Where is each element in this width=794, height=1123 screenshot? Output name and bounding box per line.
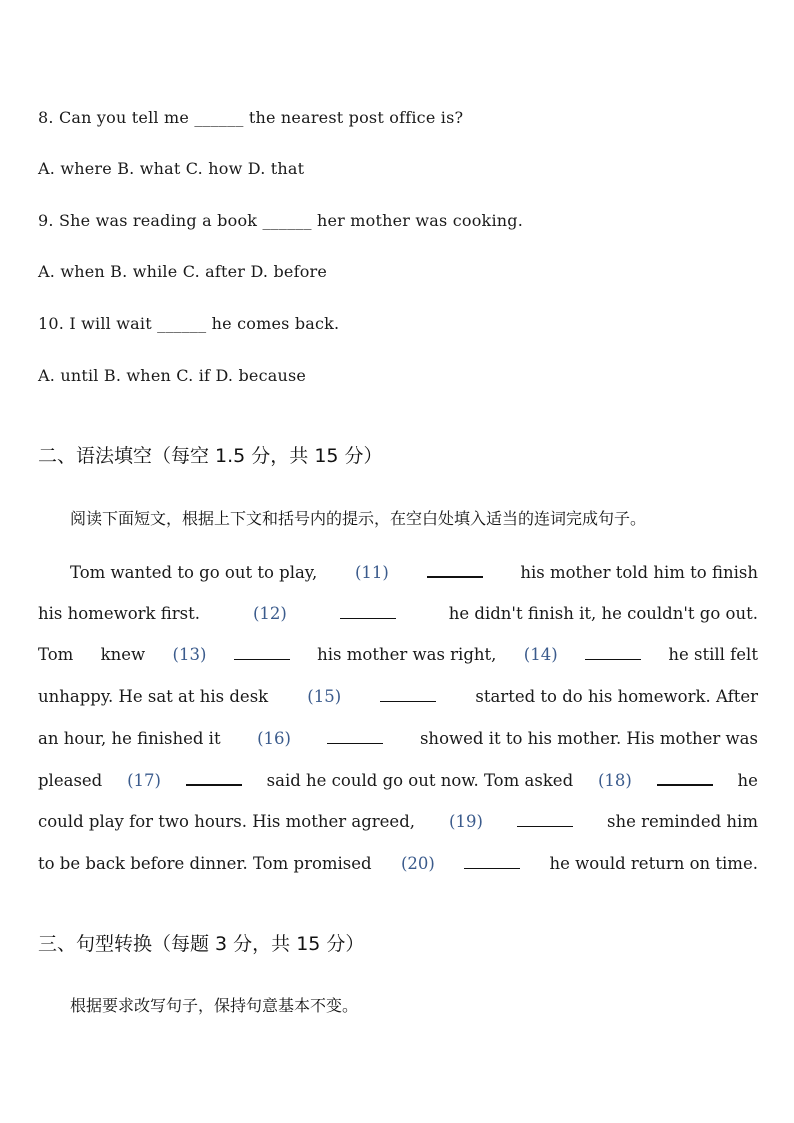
passage-text: his homework first. bbox=[38, 603, 201, 623]
question-9-options: A. when B. while C. after D. before bbox=[38, 262, 328, 281]
passage-line bbox=[38, 641, 758, 683]
blank-18[interactable] bbox=[657, 766, 713, 786]
blank-number: (14) bbox=[523, 645, 558, 665]
passage-line bbox=[38, 725, 758, 767]
blank-20[interactable] bbox=[464, 850, 520, 869]
passage-line bbox=[38, 600, 758, 642]
blank-12[interactable] bbox=[340, 600, 396, 619]
passage-text: an hour, he finished it bbox=[38, 728, 221, 748]
section-2-title: 二、语法填空（每空 1.5 分，共 15 分） bbox=[38, 445, 383, 467]
blank-11[interactable] bbox=[427, 558, 483, 578]
passage-text: he bbox=[737, 771, 758, 791]
blank-number: (15) bbox=[307, 687, 342, 707]
passage-line bbox=[38, 808, 758, 850]
passage-line bbox=[38, 850, 758, 892]
blank-17[interactable] bbox=[186, 766, 242, 786]
passage-line bbox=[38, 683, 758, 725]
passage-text: showed it to his mother. His mother was bbox=[419, 728, 758, 748]
blank-number: (18) bbox=[597, 771, 632, 791]
question-8-stem: 8. Can you tell me ______ the nearest post office is? bbox=[38, 108, 464, 127]
blank-14[interactable] bbox=[585, 641, 641, 660]
passage-text: his mother was right, bbox=[317, 645, 497, 665]
passage-text: said he could go out now. Tom asked bbox=[266, 771, 574, 791]
blank-number: (12) bbox=[252, 603, 287, 623]
passage-text: could play for two hours. His mother agreed, bbox=[38, 812, 416, 832]
passage-text: he didn't finish it, he couldn't go out. bbox=[448, 603, 758, 623]
blank-13[interactable] bbox=[234, 641, 290, 660]
cloze-passage bbox=[38, 558, 758, 892]
question-10-stem: 10. I will wait ______ he comes back. bbox=[38, 314, 340, 333]
blank-number: (17) bbox=[127, 771, 161, 791]
passage-text: unhappy. He sat at his desk bbox=[38, 687, 269, 707]
passage-text: his mother told him to finish bbox=[520, 563, 758, 582]
blank-19[interactable] bbox=[517, 808, 573, 827]
section-2-instruction: 阅读下面短文，根据上下文和括号内的提示，在空白处填入适当的连词完成句子。 bbox=[70, 509, 647, 528]
passage-text: knew bbox=[100, 645, 146, 665]
passage-text: Tom bbox=[38, 645, 74, 665]
question-9-stem: 9. She was reading a book ______ her mother was cooking. bbox=[38, 211, 524, 230]
blank-16[interactable] bbox=[327, 725, 383, 744]
passage-text: Tom wanted to go out to play, bbox=[70, 563, 318, 582]
blank-number: (20) bbox=[400, 853, 435, 873]
passage-text: pleased bbox=[38, 771, 103, 791]
passage-line bbox=[38, 558, 758, 600]
passage-text: to be back before dinner. Tom promised bbox=[38, 853, 372, 873]
passage-text: she reminded him bbox=[606, 812, 758, 832]
question-10-options: A. until B. when C. if D. because bbox=[38, 366, 307, 385]
section-3-title: 三、句型转换（每题 3 分，共 15 分） bbox=[38, 933, 365, 955]
passage-text: he would return on time. bbox=[549, 853, 758, 873]
passage-line bbox=[38, 766, 758, 808]
question-8-options: A. where B. what C. how D. that bbox=[38, 159, 305, 178]
blank-number: (16) bbox=[257, 728, 291, 748]
blank-number: (11) bbox=[354, 563, 389, 582]
section-3-instruction: 根据要求改写句子，保持句意基本不变。 bbox=[70, 996, 359, 1015]
blank-15[interactable] bbox=[380, 683, 436, 702]
passage-text: he still felt bbox=[668, 645, 758, 665]
passage-text: started to do his homework. After bbox=[475, 687, 758, 707]
blank-number: (13) bbox=[172, 645, 207, 665]
blank-number: (19) bbox=[449, 812, 483, 832]
